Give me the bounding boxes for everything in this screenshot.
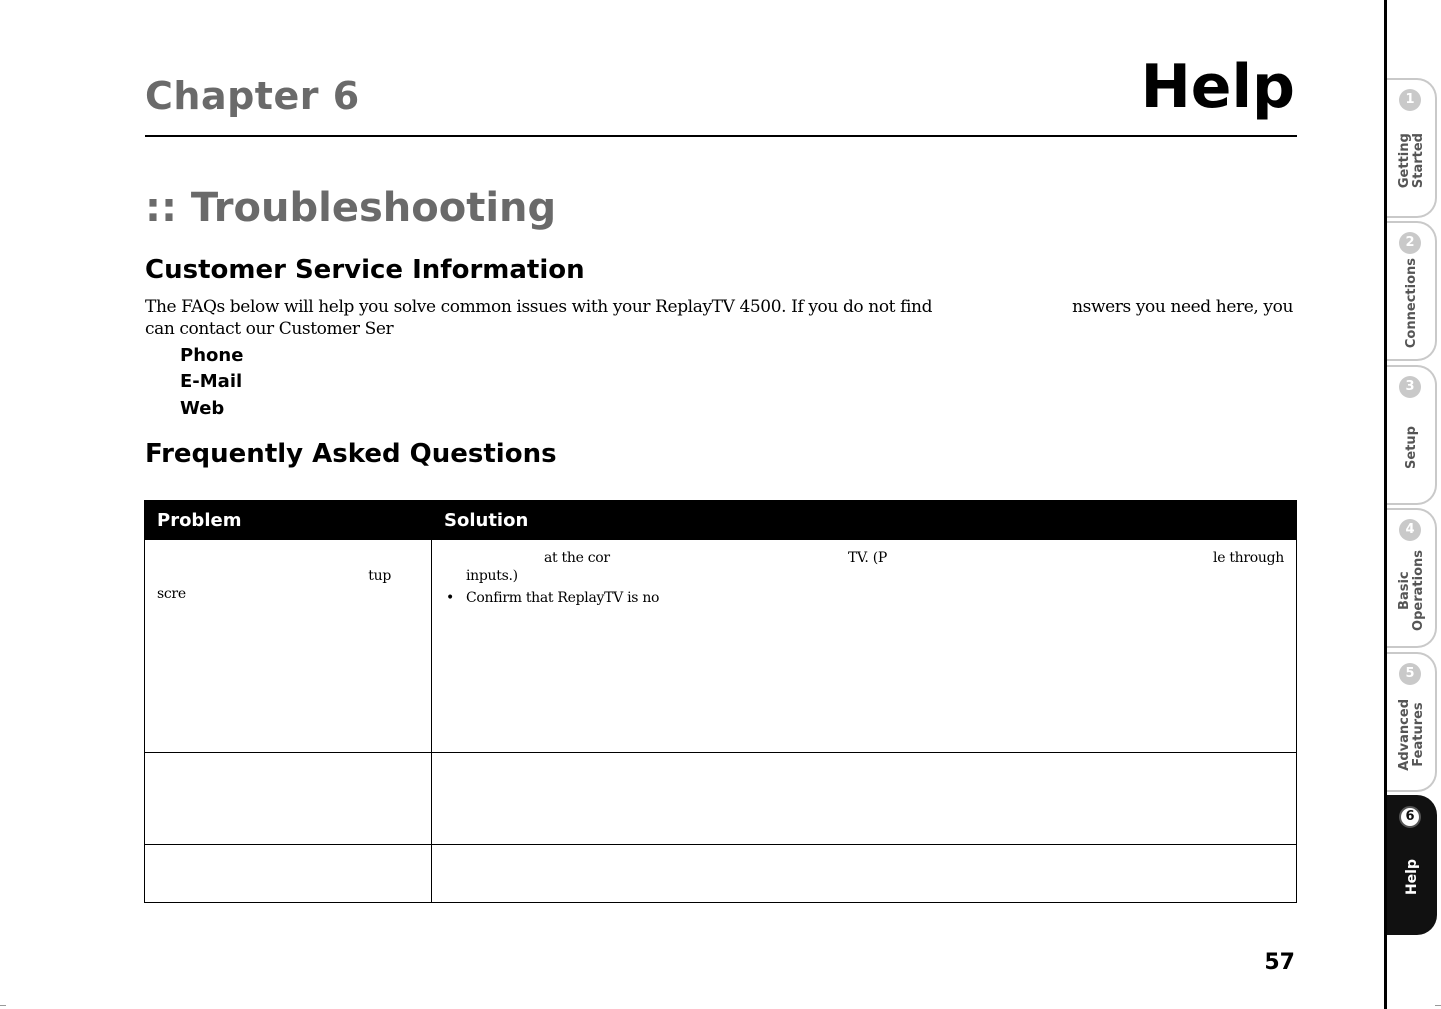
faq-header-row <box>145 501 1297 540</box>
tab-number-badge: 4 <box>1399 519 1421 541</box>
contact-phone-label: Phone <box>180 345 244 366</box>
tab-number-badge: 5 <box>1399 663 1421 685</box>
solution-fragment-c: le through <box>1213 550 1284 566</box>
tab-number-badge: 1 <box>1399 89 1421 111</box>
problem-cell <box>145 540 432 753</box>
table-row <box>145 540 1297 753</box>
intro-text-part1: The FAQs below will help you solve common issues with your ReplayTV 4500. If you do not find <box>145 297 933 317</box>
problem-cell <box>145 753 432 845</box>
intro-text-line2: can contact our Customer Ser <box>145 319 394 339</box>
tab-setup[interactable] <box>1387 365 1437 505</box>
tab-label: Setup <box>1404 426 1419 469</box>
solution-text-line1 <box>444 549 1284 567</box>
solution-fragment-b: TV. (P <box>848 550 887 566</box>
problem-cell <box>145 845 432 903</box>
contact-web-label: Web <box>180 398 225 419</box>
tab-label: Advanced Features <box>1397 698 1426 771</box>
solution-bullet-item <box>444 589 1284 607</box>
header-divider <box>145 135 1297 137</box>
table-row <box>145 753 1297 845</box>
tab-label: Basic Operations <box>1397 550 1426 631</box>
tab-label: Connections <box>1404 258 1419 349</box>
faq-heading: Frequently Asked Questions <box>145 439 557 469</box>
table-row <box>145 845 1297 903</box>
solution-column-header: Solution <box>432 501 1297 540</box>
chapter-label: Chapter 6 <box>145 74 360 118</box>
tab-number-badge: 2 <box>1399 232 1421 254</box>
page-number: 57 <box>1264 950 1295 975</box>
section-title: :: Troubleshooting <box>145 185 557 231</box>
tab-connections[interactable] <box>1387 221 1437 361</box>
tab-label: Getting Started <box>1397 132 1426 189</box>
contact-email-label: E-Mail <box>180 371 243 392</box>
crop-mark <box>1435 1005 1441 1006</box>
tab-number-badge: 6 <box>1399 806 1421 828</box>
crop-mark <box>0 1005 6 1006</box>
tab-getting-started[interactable] <box>1387 78 1437 218</box>
problem-column-header: Problem <box>145 501 432 540</box>
solution-fragment-a: at the cor <box>544 550 610 566</box>
intro-text-part2: nswers you need here, you <box>1072 297 1293 317</box>
tab-number-badge: 3 <box>1399 376 1421 398</box>
solution-text-line3: Confirm that ReplayTV is no <box>466 590 660 606</box>
page-title: Help <box>1140 52 1295 122</box>
tab-help[interactable] <box>1387 795 1437 935</box>
tab-advanced-features[interactable] <box>1387 652 1437 792</box>
tab-basic-operations[interactable] <box>1387 508 1437 648</box>
solution-text-line2: inputs.) <box>466 568 518 584</box>
tab-label: Help <box>1404 859 1420 896</box>
solution-cell <box>432 753 1297 845</box>
faq-table <box>144 500 1297 903</box>
intro-paragraph <box>145 296 1293 340</box>
problem-text-line2: scre <box>157 586 186 602</box>
problem-text-line1: tup <box>368 568 391 584</box>
bullet-glyph: • <box>446 590 454 606</box>
customer-service-heading: Customer Service Information <box>145 255 585 285</box>
solution-cell <box>432 845 1297 903</box>
solution-cell <box>432 540 1297 753</box>
